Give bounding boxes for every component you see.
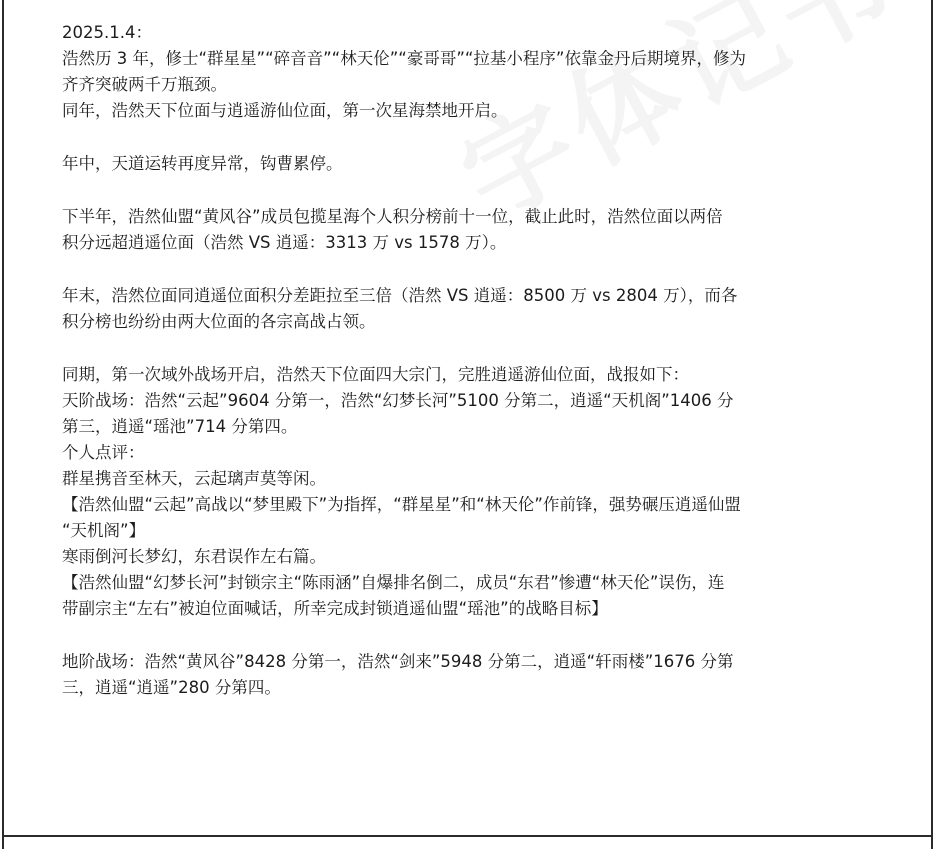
frame-left-border [2, 0, 4, 849]
blank-line [62, 177, 832, 204]
text-line: 天阶战场：浩然“云起”9604 分第一，浩然“幻梦长河”5100 分第二，逍遥“天机阁”1406 分 [62, 391, 734, 410]
frame-right-border [931, 0, 933, 849]
text-line: 【浩然仙盟“云起”高战以“梦里殿下”为指挥，“群星星”和“林天伦”作前锋，强势碾压逍遥仙盟 [62, 495, 741, 514]
text-line: 地阶战场：浩然“黄风谷”8428 分第一，浩然“剑来”5948 分第二，逍遥“轩雨楼”1676 分第 [62, 652, 734, 671]
frame-bottom-border [2, 835, 933, 837]
text-line: 齐齐突破两千万瓶颈。 [62, 75, 227, 94]
text-line: 积分榜也纷纷由两大位面的各宗高战占领。 [62, 312, 376, 331]
text-line: 浩然历 3 年，修士“群星星”“碎音音”“林天伦”“豪哥哥”“拉基小程序”依靠金丹后期境界，修为 [62, 49, 746, 68]
blank-line [62, 335, 832, 362]
text-line: 年末，浩然位面同逍遥位面积分差距拉至三倍（浩然 VS 逍遥：8500 万 vs 2804 万），而各 [62, 286, 738, 305]
blank-line [62, 622, 832, 649]
text-line: 下半年，浩然仙盟“黄风谷”成员包揽星海个人积分榜前十一位，截止此时，浩然位面以两倍 [62, 207, 723, 226]
text-line: 积分远超逍遥位面（浩然 VS 逍遥：3313 万 vs 1578 万）。 [62, 233, 507, 252]
text-line: “天机阁”】 [62, 521, 146, 540]
text-line: 群星携音至林天，云起璃声莫等闲。 [62, 469, 326, 488]
blank-line [62, 256, 832, 283]
text-line: 年中，天道运转再度异常，钩曹累停。 [62, 154, 343, 173]
text-line: 个人点评： [62, 443, 145, 462]
date-line: 2025.1.4： [62, 23, 152, 42]
text-line: 【浩然仙盟“幻梦长河”封锁宗主“陈雨涵”自爆排名倒二，成员“东君”惨遭“林天伦”误伤，连 [62, 573, 725, 592]
text-line: 三，逍遥“逍遥”280 分第四。 [62, 678, 281, 697]
text-line: 同期，第一次域外战场开启，浩然天下位面四大宗门，完胜逍遥游仙位面，战报如下： [62, 365, 689, 384]
text-line: 寒雨倒河长梦幻，东君误作左右篇。 [62, 547, 326, 566]
text-line: 第三，逍遥“瑶池”714 分第四。 [62, 417, 298, 436]
text-line: 带副宗主“左右”被迫位面喊话，所幸完成封锁逍遥仙盟“瑶池”的战略目标】 [62, 599, 608, 618]
text-line: 同年，浩然天下位面与逍遥游仙位面，第一次星海禁地开启。 [62, 101, 508, 120]
document-body [62, 20, 832, 701]
blank-line [62, 124, 832, 151]
